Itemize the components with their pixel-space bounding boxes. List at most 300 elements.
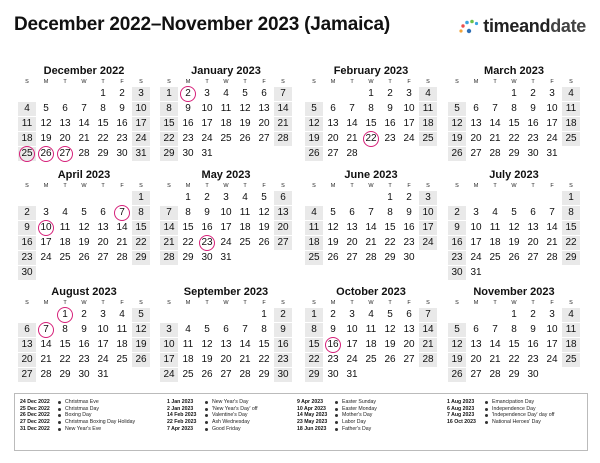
day-cell[interactable]: 3 — [406, 88, 412, 99]
day-cell[interactable]: 26 — [239, 133, 251, 144]
day-cell[interactable]: 25 — [59, 252, 71, 263]
day-cell[interactable]: 5 — [132, 308, 150, 322]
day-cell[interactable]: 10 — [97, 324, 109, 335]
day-cell[interactable]: 12 — [78, 222, 90, 233]
day-cell[interactable]: 29 — [508, 148, 520, 159]
day-cell[interactable]: 12 — [132, 323, 150, 337]
holiday-day-cell[interactable]: 10 — [37, 221, 55, 235]
day-cell[interactable]: 12 — [201, 339, 213, 350]
day-cell[interactable]: 17 — [220, 222, 232, 233]
day-cell[interactable]: 18 — [18, 132, 36, 146]
holiday-day-cell[interactable]: 25 — [18, 147, 36, 161]
day-cell[interactable]: 9 — [448, 221, 466, 235]
day-cell[interactable]: 4 — [492, 207, 498, 218]
day-cell[interactable]: 20 — [403, 339, 415, 350]
day-cell[interactable]: 23 — [403, 237, 415, 248]
day-cell[interactable]: 24 — [470, 252, 482, 263]
day-cell[interactable]: 19 — [239, 118, 251, 129]
day-cell[interactable]: 17 — [346, 339, 358, 350]
day-cell[interactable]: 2 — [18, 206, 36, 220]
day-cell[interactable]: 2 — [530, 88, 536, 99]
day-cell[interactable]: 7 — [274, 87, 292, 101]
day-cell[interactable]: 26 — [78, 252, 90, 263]
day-cell[interactable]: 16 — [527, 339, 539, 350]
day-cell[interactable]: 27 — [18, 368, 36, 382]
day-cell[interactable]: 30 — [182, 148, 194, 159]
day-cell[interactable]: 17 — [546, 339, 558, 350]
day-cell[interactable]: 11 — [562, 323, 580, 337]
day-cell[interactable]: 16 — [18, 236, 36, 250]
day-cell[interactable]: 14 — [346, 118, 358, 129]
day-cell[interactable]: 24 — [201, 133, 213, 144]
day-cell[interactable]: 21 — [274, 117, 292, 131]
day-cell[interactable]: 14 — [40, 339, 52, 350]
day-cell[interactable]: 9 — [330, 324, 336, 335]
day-cell[interactable]: 12 — [258, 207, 270, 218]
day-cell[interactable]: 16 — [78, 339, 90, 350]
day-cell[interactable]: 14 — [78, 118, 90, 129]
day-cell[interactable]: 23 — [448, 251, 466, 265]
day-cell[interactable]: 23 — [327, 354, 339, 365]
day-cell[interactable]: 23 — [527, 133, 539, 144]
day-cell[interactable]: 19 — [78, 237, 90, 248]
day-cell[interactable]: 28 — [274, 132, 292, 146]
day-cell[interactable]: 28 — [160, 251, 178, 265]
day-cell[interactable]: 24 — [403, 133, 415, 144]
day-cell[interactable]: 13 — [403, 324, 415, 335]
day-cell[interactable]: 19 — [201, 354, 213, 365]
day-cell[interactable]: 31 — [132, 147, 150, 161]
day-cell[interactable]: 25 — [220, 133, 232, 144]
day-cell[interactable]: 10 — [470, 222, 482, 233]
day-cell[interactable]: 17 — [201, 118, 213, 129]
day-cell[interactable]: 21 — [116, 237, 128, 248]
day-cell[interactable]: 28 — [489, 369, 501, 380]
day-cell[interactable]: 30 — [201, 252, 213, 263]
day-cell[interactable]: 7 — [81, 103, 87, 114]
day-cell[interactable]: 10 — [132, 102, 150, 116]
day-cell[interactable]: 2 — [119, 88, 125, 99]
day-cell[interactable]: 3 — [100, 309, 106, 320]
day-cell[interactable]: 18 — [220, 118, 232, 129]
day-cell[interactable]: 10 — [403, 103, 415, 114]
day-cell[interactable]: 18 — [489, 237, 501, 248]
day-cell[interactable]: 9 — [185, 103, 191, 114]
day-cell[interactable]: 20 — [220, 354, 232, 365]
day-cell[interactable]: 5 — [43, 103, 49, 114]
day-cell[interactable]: 8 — [62, 324, 68, 335]
day-cell[interactable]: 15 — [97, 118, 109, 129]
day-cell[interactable]: 6 — [18, 323, 36, 337]
day-cell[interactable]: 28 — [489, 148, 501, 159]
day-cell[interactable]: 3 — [473, 207, 479, 218]
day-cell[interactable]: 25 — [489, 252, 501, 263]
day-cell[interactable]: 27 — [470, 148, 482, 159]
day-cell[interactable]: 19 — [384, 339, 396, 350]
day-cell[interactable]: 13 — [470, 118, 482, 129]
day-cell[interactable]: 23 — [384, 133, 396, 144]
day-cell[interactable]: 19 — [448, 132, 466, 146]
day-cell[interactable]: 6 — [349, 207, 355, 218]
day-cell[interactable]: 4 — [562, 87, 580, 101]
day-cell[interactable]: 27 — [220, 369, 232, 380]
day-cell[interactable]: 12 — [239, 103, 251, 114]
day-cell[interactable]: 11 — [116, 324, 128, 335]
holiday-day-cell[interactable]: 26 — [37, 147, 55, 161]
day-cell[interactable]: 5 — [81, 207, 87, 218]
day-cell[interactable]: 20 — [470, 354, 482, 365]
day-cell[interactable]: 2 — [204, 192, 210, 203]
day-cell[interactable]: 3 — [223, 192, 229, 203]
day-cell[interactable]: 4 — [368, 309, 374, 320]
day-cell[interactable]: 1 — [387, 192, 393, 203]
day-cell[interactable]: 12 — [508, 222, 520, 233]
day-cell[interactable]: 3 — [43, 207, 49, 218]
day-cell[interactable]: 6 — [473, 324, 479, 335]
day-cell[interactable]: 6 — [473, 103, 479, 114]
day-cell[interactable]: 2 — [530, 309, 536, 320]
day-cell[interactable]: 31 — [97, 369, 109, 380]
day-cell[interactable]: 18 — [182, 354, 194, 365]
day-cell[interactable]: 27 — [97, 252, 109, 263]
day-cell[interactable]: 30 — [274, 368, 292, 382]
day-cell[interactable]: 22 — [59, 354, 71, 365]
day-cell[interactable]: 24 — [40, 252, 52, 263]
day-cell[interactable]: 4 — [62, 207, 68, 218]
day-cell[interactable]: 31 — [546, 148, 558, 159]
day-cell[interactable]: 7 — [368, 207, 374, 218]
day-cell[interactable]: 19 — [508, 237, 520, 248]
day-cell[interactable]: 5 — [242, 88, 248, 99]
day-cell[interactable]: 12 — [448, 117, 466, 131]
day-cell[interactable]: 29 — [59, 369, 71, 380]
day-cell[interactable]: 26 — [132, 353, 150, 367]
day-cell[interactable]: 1 — [185, 192, 191, 203]
day-cell[interactable]: 4 — [305, 206, 323, 220]
day-cell[interactable]: 30 — [403, 252, 415, 263]
day-cell[interactable]: 23 — [116, 133, 128, 144]
day-cell[interactable]: 20 — [59, 133, 71, 144]
day-cell[interactable]: 30 — [18, 266, 36, 280]
day-cell[interactable]: 23 — [18, 251, 36, 265]
day-cell[interactable]: 7 — [492, 103, 498, 114]
day-cell[interactable]: 15 — [508, 339, 520, 350]
day-cell[interactable]: 25 — [182, 369, 194, 380]
day-cell[interactable]: 25 — [116, 354, 128, 365]
day-cell[interactable]: 18 — [419, 117, 437, 131]
day-cell[interactable]: 10 — [419, 206, 437, 220]
day-cell[interactable]: 10 — [346, 324, 358, 335]
day-cell[interactable]: 28 — [419, 353, 437, 367]
day-cell[interactable]: 4 — [419, 87, 437, 101]
day-cell[interactable]: 3 — [419, 191, 437, 205]
day-cell[interactable]: 30 — [327, 369, 339, 380]
day-cell[interactable]: 17 — [40, 237, 52, 248]
day-cell[interactable]: 14 — [489, 339, 501, 350]
day-cell[interactable]: 18 — [239, 222, 251, 233]
day-cell[interactable]: 16 — [448, 236, 466, 250]
day-cell[interactable]: 2 — [448, 206, 466, 220]
day-cell[interactable]: 16 — [201, 222, 213, 233]
day-cell[interactable]: 16 — [182, 118, 194, 129]
day-cell[interactable]: 25 — [239, 237, 251, 248]
day-cell[interactable]: 24 — [546, 133, 558, 144]
day-cell[interactable]: 15 — [59, 339, 71, 350]
day-cell[interactable]: 21 — [160, 236, 178, 250]
day-cell[interactable]: 5 — [387, 309, 393, 320]
day-cell[interactable]: 1 — [305, 308, 323, 322]
day-cell[interactable]: 11 — [239, 207, 251, 218]
day-cell[interactable]: 25 — [419, 132, 437, 146]
day-cell[interactable]: 22 — [258, 354, 270, 365]
day-cell[interactable]: 5 — [261, 192, 267, 203]
day-cell[interactable]: 20 — [258, 118, 270, 129]
day-cell[interactable]: 15 — [562, 221, 580, 235]
day-cell[interactable]: 3 — [549, 88, 555, 99]
day-cell[interactable]: 18 — [59, 237, 71, 248]
day-cell[interactable]: 16 — [274, 338, 292, 352]
day-cell[interactable]: 17 — [132, 117, 150, 131]
day-cell[interactable]: 19 — [258, 222, 270, 233]
day-cell[interactable]: 31 — [470, 267, 482, 278]
day-cell[interactable]: 27 — [403, 354, 415, 365]
day-cell[interactable]: 16 — [403, 222, 415, 233]
day-cell[interactable]: 7 — [349, 103, 355, 114]
day-cell[interactable]: 22 — [384, 237, 396, 248]
day-cell[interactable]: 2 — [406, 192, 412, 203]
day-cell[interactable]: 10 — [201, 103, 213, 114]
day-cell[interactable]: 30 — [527, 148, 539, 159]
day-cell[interactable]: 26 — [508, 252, 520, 263]
day-cell[interactable]: 13 — [59, 118, 71, 129]
day-cell[interactable]: 14 — [546, 222, 558, 233]
day-cell[interactable]: 29 — [97, 148, 109, 159]
day-cell[interactable]: 8 — [160, 102, 178, 116]
day-cell[interactable]: 9 — [406, 207, 412, 218]
day-cell[interactable]: 19 — [40, 133, 52, 144]
day-cell[interactable]: 9 — [204, 207, 210, 218]
day-cell[interactable]: 30 — [527, 369, 539, 380]
day-cell[interactable]: 1 — [562, 191, 580, 205]
day-cell[interactable]: 22 — [562, 236, 580, 250]
day-cell[interactable]: 27 — [274, 236, 292, 250]
day-cell[interactable]: 4 — [185, 324, 191, 335]
day-cell[interactable]: 21 — [546, 237, 558, 248]
day-cell[interactable]: 22 — [160, 132, 178, 146]
day-cell[interactable]: 31 — [201, 148, 213, 159]
day-cell[interactable]: 6 — [223, 324, 229, 335]
day-cell[interactable]: 24 — [220, 237, 232, 248]
day-cell[interactable]: 3 — [160, 323, 178, 337]
day-cell[interactable]: 16 — [384, 118, 396, 129]
day-cell[interactable]: 20 — [327, 133, 339, 144]
day-cell[interactable]: 9 — [81, 324, 87, 335]
day-cell[interactable]: 28 — [40, 369, 52, 380]
day-cell[interactable]: 18 — [365, 339, 377, 350]
day-cell[interactable]: 14 — [239, 339, 251, 350]
day-cell[interactable]: 20 — [274, 221, 292, 235]
day-cell[interactable]: 23 — [274, 353, 292, 367]
day-cell[interactable]: 17 — [419, 221, 437, 235]
day-cell[interactable]: 12 — [327, 222, 339, 233]
day-cell[interactable]: 14 — [116, 222, 128, 233]
day-cell[interactable]: 17 — [546, 118, 558, 129]
day-cell[interactable]: 15 — [508, 118, 520, 129]
day-cell[interactable]: 2 — [330, 309, 336, 320]
day-cell[interactable]: 8 — [100, 103, 106, 114]
day-cell[interactable]: 20 — [97, 237, 109, 248]
day-cell[interactable]: 6 — [406, 309, 412, 320]
day-cell[interactable]: 11 — [419, 102, 437, 116]
holiday-day-cell[interactable]: 7 — [113, 206, 131, 220]
day-cell[interactable]: 13 — [346, 222, 358, 233]
day-cell[interactable]: 2 — [274, 308, 292, 322]
day-cell[interactable]: 18 — [116, 339, 128, 350]
day-cell[interactable]: 14 — [489, 118, 501, 129]
day-cell[interactable]: 21 — [78, 133, 90, 144]
day-cell[interactable]: 15 — [160, 117, 178, 131]
day-cell[interactable]: 29 — [508, 369, 520, 380]
day-cell[interactable]: 18 — [562, 117, 580, 131]
day-cell[interactable]: 27 — [346, 252, 358, 263]
day-cell[interactable]: 17 — [470, 237, 482, 248]
day-cell[interactable]: 3 — [204, 88, 210, 99]
day-cell[interactable]: 8 — [305, 323, 323, 337]
day-cell[interactable]: 26 — [448, 147, 466, 161]
day-cell[interactable]: 8 — [132, 206, 150, 220]
day-cell[interactable]: 8 — [185, 207, 191, 218]
day-cell[interactable]: 17 — [97, 339, 109, 350]
day-cell[interactable]: 24 — [346, 354, 358, 365]
day-cell[interactable]: 6 — [330, 103, 336, 114]
day-cell[interactable]: 22 — [132, 236, 150, 250]
day-cell[interactable]: 13 — [258, 103, 270, 114]
day-cell[interactable]: 11 — [365, 324, 377, 335]
day-cell[interactable]: 21 — [365, 237, 377, 248]
day-cell[interactable]: 6 — [62, 103, 68, 114]
day-cell[interactable]: 26 — [327, 252, 339, 263]
day-cell[interactable]: 28 — [346, 148, 358, 159]
day-cell[interactable]: 22 — [305, 353, 323, 367]
day-cell[interactable]: 10 — [546, 324, 558, 335]
day-cell[interactable]: 7 — [419, 308, 437, 322]
day-cell[interactable]: 29 — [258, 369, 270, 380]
day-cell[interactable]: 18 — [305, 236, 323, 250]
day-cell[interactable]: 20 — [470, 133, 482, 144]
day-cell[interactable]: 22 — [508, 354, 520, 365]
day-cell[interactable]: 11 — [220, 103, 232, 114]
holiday-day-cell[interactable]: 16 — [324, 338, 342, 352]
day-cell[interactable]: 31 — [346, 369, 358, 380]
day-cell[interactable]: 18 — [562, 338, 580, 352]
holiday-day-cell[interactable]: 7 — [37, 323, 55, 337]
day-cell[interactable]: 26 — [305, 147, 323, 161]
day-cell[interactable]: 26 — [258, 237, 270, 248]
day-cell[interactable]: 21 — [489, 354, 501, 365]
day-cell[interactable]: 30 — [116, 148, 128, 159]
holiday-day-cell[interactable]: 22 — [362, 132, 380, 146]
day-cell[interactable]: 23 — [527, 354, 539, 365]
day-cell[interactable]: 24 — [97, 354, 109, 365]
day-cell[interactable]: 3 — [132, 87, 150, 101]
day-cell[interactable]: 27 — [327, 148, 339, 159]
day-cell[interactable]: 1 — [511, 88, 517, 99]
day-cell[interactable]: 1 — [511, 309, 517, 320]
day-cell[interactable]: 29 — [384, 252, 396, 263]
day-cell[interactable]: 11 — [562, 102, 580, 116]
day-cell[interactable]: 5 — [448, 323, 466, 337]
day-cell[interactable]: 7 — [160, 206, 178, 220]
day-cell[interactable]: 15 — [384, 222, 396, 233]
day-cell[interactable]: 11 — [305, 221, 323, 235]
day-cell[interactable]: 13 — [327, 118, 339, 129]
day-cell[interactable]: 10 — [160, 338, 178, 352]
day-cell[interactable]: 7 — [242, 324, 248, 335]
day-cell[interactable]: 27 — [258, 133, 270, 144]
day-cell[interactable]: 24 — [132, 132, 150, 146]
day-cell[interactable]: 8 — [511, 324, 517, 335]
day-cell[interactable]: 21 — [239, 354, 251, 365]
day-cell[interactable]: 10 — [546, 103, 558, 114]
day-cell[interactable]: 1 — [261, 309, 267, 320]
day-cell[interactable]: 4 — [223, 88, 229, 99]
day-cell[interactable]: 19 — [327, 237, 339, 248]
day-cell[interactable]: 30 — [448, 266, 466, 280]
day-cell[interactable]: 5 — [448, 102, 466, 116]
day-cell[interactable]: 14 — [365, 222, 377, 233]
day-cell[interactable]: 15 — [365, 118, 377, 129]
day-cell[interactable]: 2 — [387, 88, 393, 99]
day-cell[interactable]: 9 — [119, 103, 125, 114]
day-cell[interactable]: 25 — [562, 132, 580, 146]
day-cell[interactable]: 20 — [527, 237, 539, 248]
day-cell[interactable]: 15 — [258, 339, 270, 350]
day-cell[interactable]: 25 — [305, 251, 323, 265]
day-cell[interactable]: 26 — [448, 368, 466, 382]
day-cell[interactable]: 17 — [160, 353, 178, 367]
day-cell[interactable]: 13 — [527, 222, 539, 233]
day-cell[interactable]: 17 — [403, 118, 415, 129]
day-cell[interactable]: 5 — [305, 102, 323, 116]
day-cell[interactable]: 27 — [470, 369, 482, 380]
day-cell[interactable]: 16 — [116, 118, 128, 129]
day-cell[interactable]: 5 — [511, 207, 517, 218]
day-cell[interactable]: 30 — [78, 369, 90, 380]
day-cell[interactable]: 6 — [530, 207, 536, 218]
day-cell[interactable]: 1 — [132, 191, 150, 205]
holiday-day-cell[interactable]: 2 — [179, 87, 197, 101]
day-cell[interactable]: 6 — [274, 191, 292, 205]
day-cell[interactable]: 8 — [368, 103, 374, 114]
day-cell[interactable]: 29 — [132, 251, 150, 265]
day-cell[interactable]: 29 — [160, 147, 178, 161]
day-cell[interactable]: 21 — [419, 338, 437, 352]
day-cell[interactable]: 11 — [59, 222, 71, 233]
day-cell[interactable]: 28 — [78, 148, 90, 159]
day-cell[interactable]: 14 — [419, 323, 437, 337]
day-cell[interactable]: 31 — [220, 252, 232, 263]
day-cell[interactable]: 3 — [349, 309, 355, 320]
day-cell[interactable]: 19 — [448, 353, 466, 367]
day-cell[interactable]: 28 — [116, 252, 128, 263]
day-cell[interactable]: 24 — [546, 354, 558, 365]
day-cell[interactable]: 21 — [489, 133, 501, 144]
day-cell[interactable]: 1 — [368, 88, 374, 99]
day-cell[interactable]: 5 — [204, 324, 210, 335]
day-cell[interactable]: 16 — [527, 118, 539, 129]
day-cell[interactable]: 15 — [182, 222, 194, 233]
day-cell[interactable]: 5 — [330, 207, 336, 218]
